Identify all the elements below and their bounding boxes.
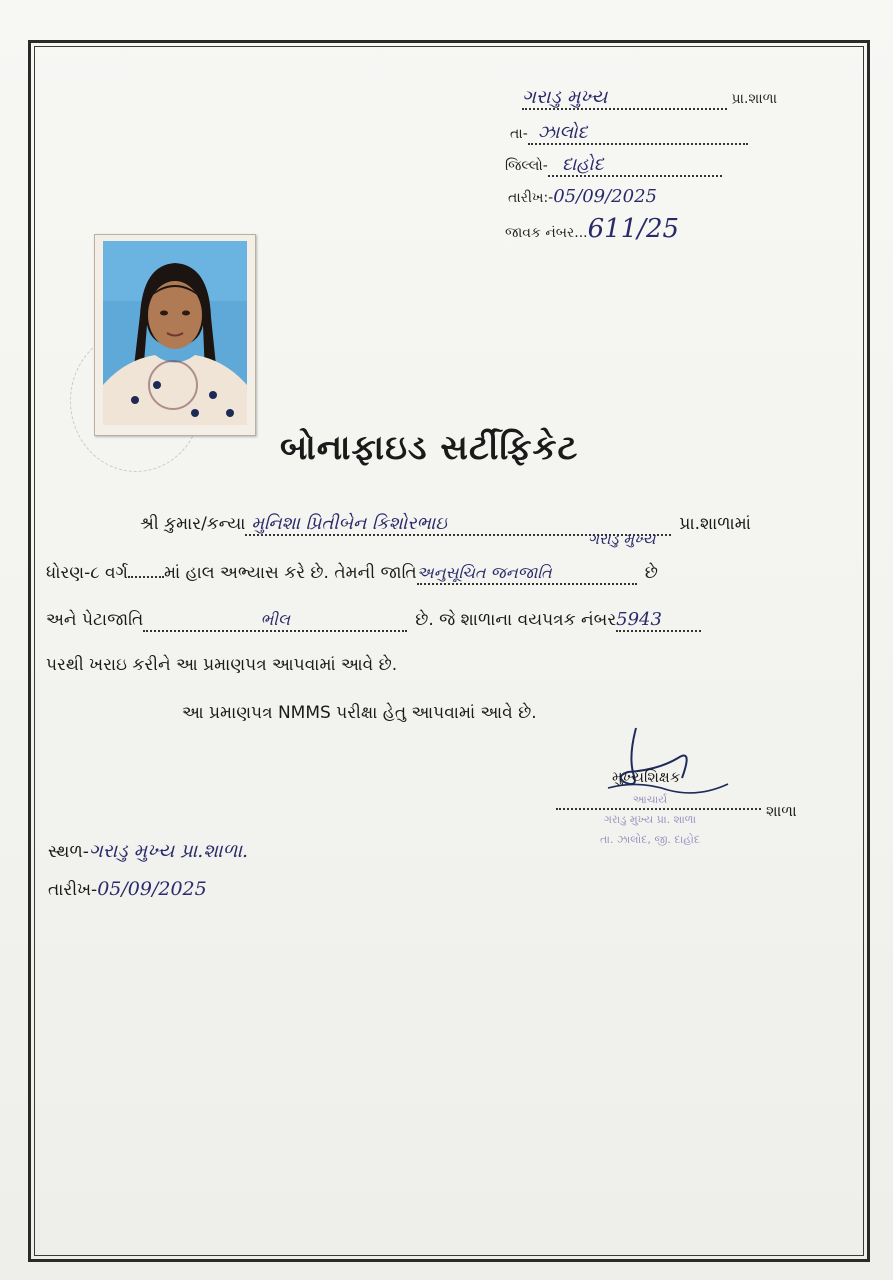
district-label: જિલ્લો- bbox=[505, 158, 548, 174]
inner-border bbox=[34, 46, 864, 1256]
body-line-3 bbox=[46, 609, 701, 632]
date-handwritten: 05/09/2025 bbox=[553, 186, 657, 207]
district-handwritten: દાહોદ bbox=[548, 154, 722, 177]
line3-mid: છે. જે શાળાના વયપત્રક નંબર bbox=[415, 610, 617, 630]
register-number-handwritten: 5943 bbox=[616, 609, 701, 632]
stamp-line-3: તા. ઝાલોદ, જી. દાહોદ bbox=[600, 833, 700, 846]
header-taluka bbox=[510, 122, 748, 145]
date-label: તારીખ:- bbox=[508, 190, 554, 206]
outward-label: જાવક નંબર... bbox=[505, 225, 588, 241]
school-name-handwritten: ગરાડુ મુખ્ય bbox=[588, 530, 656, 548]
line3-prefix: અને પેટાજાતિ bbox=[46, 610, 144, 630]
stamp-line-1: આચાર્ય bbox=[632, 793, 668, 806]
body-line-5: આ પ્રમાણપત્ર NMMS પરીક્ષા હેતુ આપવામાં આવે છે. bbox=[182, 703, 537, 723]
footer-date-label: તારીખ- bbox=[48, 880, 98, 900]
header-date bbox=[508, 186, 657, 207]
stamp-line-2: ગરાડુ મુખ્ય પ્રા. શાળા bbox=[603, 813, 697, 826]
student-photo bbox=[94, 234, 256, 436]
header-school-handwritten: ગરાડુ મુખ્ય bbox=[522, 86, 727, 110]
student-photo-image bbox=[95, 235, 255, 435]
line2-suffix: છે bbox=[644, 563, 658, 583]
taluka-handwritten: ઝાલોદ bbox=[528, 122, 748, 145]
student-name-handwritten: મુનિશા પ્રિતીબેન કિશોરભાઇ bbox=[245, 513, 671, 536]
footer-date-handwritten: 05/09/2025 bbox=[97, 878, 207, 900]
footer-place bbox=[48, 840, 248, 862]
place-handwritten: ગરાડુ મુખ્ય પ્રા.શાળા. bbox=[88, 840, 249, 862]
certificate-title: બોનાફાઇડ સર્ટીફિકેટ bbox=[280, 428, 579, 468]
signature-role: મુખ્યશિક્ષક bbox=[612, 768, 681, 786]
line2-prefix: ધોરણ-૮ વર્ગ bbox=[46, 563, 128, 583]
taluka-label: તા- bbox=[510, 126, 528, 142]
header-district bbox=[505, 154, 722, 177]
line1-prefix: શ્રી કુમાર/કન્યા bbox=[140, 514, 246, 534]
place-label: સ્થળ- bbox=[48, 842, 89, 862]
body-line-4: પરથી ખરાઇ કરીને આ પ્રમાણપત્ર આપવામાં આવે છે. bbox=[46, 655, 398, 675]
header-outward-no bbox=[505, 214, 679, 244]
body-line-2 bbox=[46, 563, 658, 585]
header-school-suffix: પ્રા.શાળા bbox=[731, 91, 777, 107]
line1-suffix: પ્રા.શાળામાં bbox=[679, 514, 751, 534]
header-school-line bbox=[522, 86, 777, 110]
body-line-1 bbox=[140, 513, 751, 536]
outward-handwritten: 611/25 bbox=[587, 214, 680, 244]
caste-handwritten: અનુસૂચિત જનજાતિ bbox=[417, 563, 637, 585]
subcaste-handwritten: ભીલ bbox=[143, 610, 407, 632]
footer-date bbox=[48, 878, 207, 900]
signature-school-suffix: શાળા bbox=[766, 802, 797, 820]
line2-mid: માં હાલ અભ્યાસ કરે છે. તેમની જાતિ bbox=[163, 563, 417, 583]
school-rubber-stamp bbox=[575, 790, 725, 850]
